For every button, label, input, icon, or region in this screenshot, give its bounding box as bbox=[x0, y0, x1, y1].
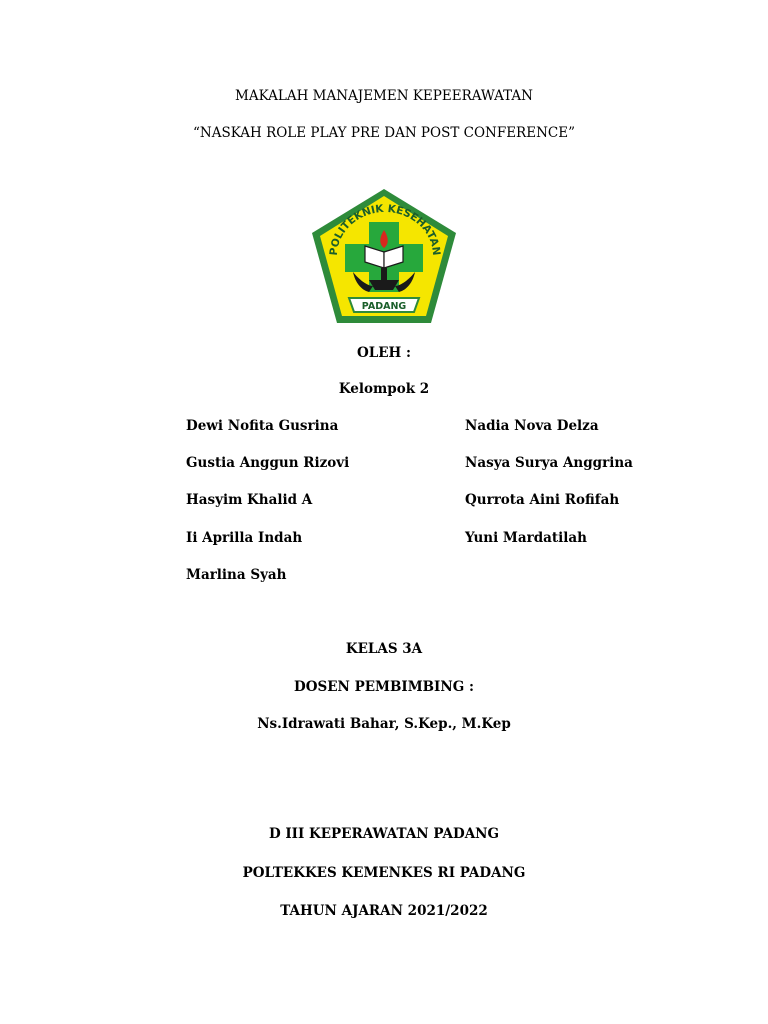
author-name: Qurrota Aini Rofifah bbox=[465, 492, 620, 508]
institution-name: POLTEKKES KEMENKES RI PADANG bbox=[242, 865, 526, 881]
author-name: Gustia Anggun Rizovi bbox=[186, 455, 350, 471]
author-name: Nasya Surya Anggrina bbox=[465, 455, 633, 471]
supervisor-label: DOSEN PEMBIMBING : bbox=[294, 679, 474, 695]
logo-bottom-text: PADANG bbox=[361, 301, 407, 312]
oleh-label: OLEH : bbox=[357, 345, 411, 361]
author-name: Yuni Mardatilah bbox=[465, 530, 587, 546]
author-name: Hasyim Khalid A bbox=[186, 492, 313, 508]
author-name: Dewi Nofita Gusrina bbox=[186, 418, 339, 434]
logo-top-text: POLITEKNIK KESEHATAN bbox=[327, 202, 443, 257]
author-name: Ii Aprilla Indah bbox=[186, 530, 303, 546]
supervisor-name: Ns.Idrawati Bahar, S.Kep., M.Kep bbox=[257, 716, 511, 732]
document-title: MAKALAH MANAJEMEN KEPEERAWATAN bbox=[235, 88, 533, 104]
class-label: KELAS 3A bbox=[345, 641, 423, 657]
academic-year: TAHUN AJARAN 2021/2022 bbox=[280, 903, 488, 919]
group-label: Kelompok 2 bbox=[338, 381, 430, 397]
logo-banner bbox=[349, 298, 419, 312]
poltekkes-logo bbox=[309, 186, 459, 326]
program-name: D III KEPERAWATAN PADANG bbox=[268, 826, 500, 842]
author-name: Nadia Nova Delza bbox=[465, 418, 599, 434]
author-name: Marlina Syah bbox=[186, 567, 287, 583]
document-subtitle: “NASKAH ROLE PLAY PRE DAN POST CONFERENCE” bbox=[193, 125, 575, 141]
